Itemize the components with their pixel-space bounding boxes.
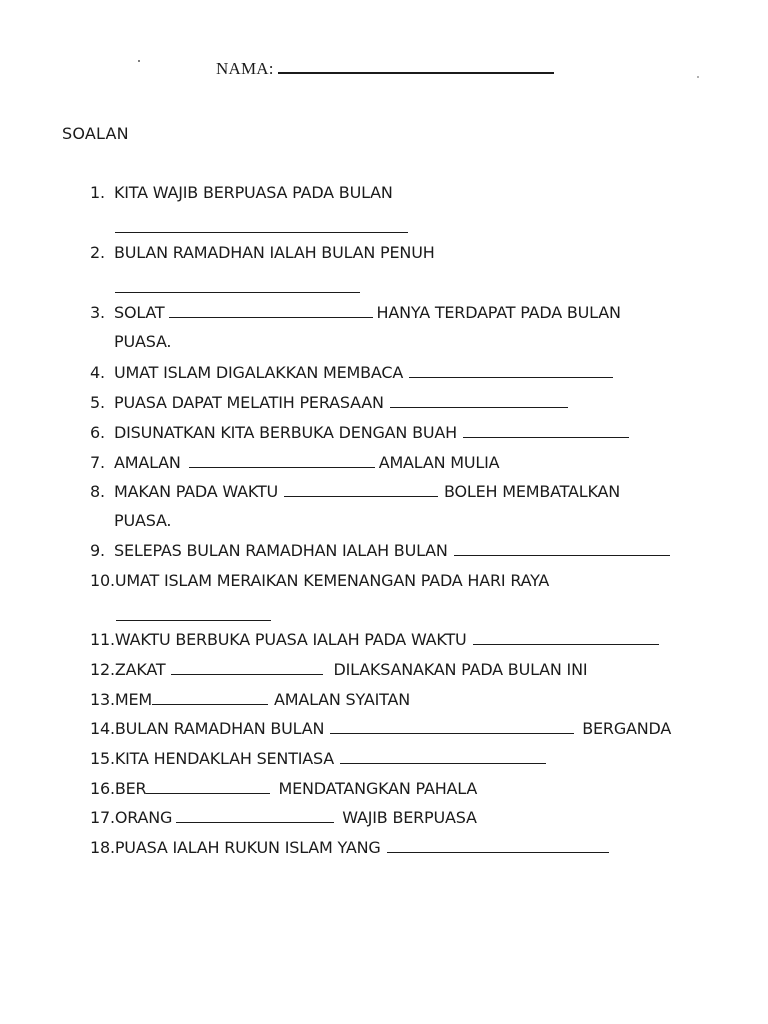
- question-5: [90, 393, 568, 413]
- question-15: [90, 749, 546, 769]
- answer-blank: [387, 839, 609, 853]
- question-number: 1.: [90, 183, 105, 202]
- question-16: [90, 779, 477, 799]
- question-number: 5.: [90, 393, 105, 412]
- question-text: BERGANDA: [582, 719, 672, 738]
- answer-blank: [116, 620, 271, 621]
- name-blank: [278, 58, 554, 74]
- question-number: 15.: [90, 749, 115, 768]
- question-18: [90, 838, 609, 858]
- question-text: BULAN RAMADHAN BULAN: [114, 719, 325, 738]
- question-text: WAKTU BERBUKA PUASA IALAH PADA WAKTU: [114, 630, 467, 649]
- question-text: SOLAT: [114, 303, 165, 322]
- question-continuation: PUASA.: [114, 332, 172, 351]
- question-2: [90, 243, 435, 263]
- question-text: KITA HENDAKLAH SENTIASA: [114, 749, 335, 768]
- answer-blank: [176, 809, 334, 823]
- question-number: 3.: [90, 303, 105, 322]
- question-number: 11.: [90, 630, 115, 649]
- answer-blank: [454, 542, 670, 556]
- answer-blank: [169, 304, 373, 318]
- name-label: NAMA:: [216, 59, 274, 78]
- question-number: 8.: [90, 482, 105, 501]
- question-12: [90, 660, 587, 680]
- question-1: [90, 183, 393, 203]
- question-number: 14.: [90, 719, 115, 738]
- question-text: BER: [114, 779, 147, 798]
- question-text: PUASA DAPAT MELATIH PERASAAN: [114, 393, 384, 412]
- question-text: DILAKSANAKAN PADA BULAN INI: [333, 660, 588, 679]
- question-text: KITA WAJIB BERPUASA PADA BULAN: [114, 183, 393, 202]
- answer-blank: [473, 631, 659, 645]
- question-14: [90, 719, 671, 739]
- question-number: 6.: [90, 423, 105, 442]
- question-7: [90, 453, 499, 473]
- question-number: 10.: [90, 571, 115, 590]
- question-number: 4.: [90, 363, 105, 382]
- question-number: 9.: [90, 541, 105, 560]
- question-text: MENDATANGKAN PAHALA: [278, 779, 478, 798]
- question-number: 13.: [90, 690, 115, 709]
- question-3: [90, 303, 621, 323]
- scan-speck: [697, 76, 699, 78]
- question-11: [90, 630, 659, 650]
- question-13: [90, 690, 410, 710]
- answer-blank: [146, 780, 270, 794]
- question-10: [90, 571, 549, 591]
- answer-blank: [340, 750, 546, 764]
- question-text: WAJIB BERPUASA: [342, 808, 477, 827]
- question-text: AMALAN MULIA: [378, 453, 500, 472]
- question-text: BOLEH MEMBATALKAN: [444, 482, 620, 501]
- answer-blank: [284, 483, 438, 497]
- question-number: 17.: [90, 808, 115, 827]
- question-text: DISUNATKAN KITA BERBUKA DENGAN BUAH: [114, 423, 457, 442]
- question-number: 12.: [90, 660, 115, 679]
- question-text: ZAKAT: [114, 660, 166, 679]
- question-text: AMALAN SYAITAN: [273, 690, 410, 709]
- question-9: [90, 541, 670, 561]
- answer-blank: [390, 394, 568, 408]
- question-text: PUASA IALAH RUKUN ISLAM YANG: [114, 838, 381, 857]
- question-text: ORANG: [114, 808, 173, 827]
- question-number: 18.: [90, 838, 115, 857]
- question-text: UMAT ISLAM DIGALAKKAN MEMBACA: [114, 363, 404, 382]
- question-continuation: PUASA.: [114, 511, 172, 530]
- question-text: SELEPAS BULAN RAMADHAN IALAH BULAN: [114, 541, 448, 560]
- answer-blank: [152, 691, 268, 705]
- name-field: [216, 58, 554, 79]
- question-number: 16.: [90, 779, 115, 798]
- question-text: UMAT ISLAM MERAIKAN KEMENANGAN PADA HARI RAYA: [114, 571, 550, 590]
- answer-blank: [115, 292, 360, 293]
- question-number: 2.: [90, 243, 105, 262]
- question-17: [90, 808, 477, 828]
- question-text: AMALAN: [114, 453, 181, 472]
- answer-blank: [409, 364, 613, 378]
- question-8: [90, 482, 620, 502]
- question-number: 7.: [90, 453, 105, 472]
- question-text: MEM: [114, 690, 152, 709]
- question-text: BULAN RAMADHAN IALAH BULAN PENUH: [114, 243, 435, 262]
- answer-blank: [463, 424, 629, 438]
- answer-blank: [171, 661, 323, 675]
- question-6: [90, 423, 629, 443]
- answer-blank: [115, 232, 408, 233]
- question-4: [90, 363, 613, 383]
- section-title: SOALAN: [62, 124, 129, 143]
- scan-speck: [138, 60, 140, 62]
- question-text: MAKAN PADA WAKTU: [114, 482, 279, 501]
- answer-blank: [189, 454, 375, 468]
- question-text: HANYA TERDAPAT PADA BULAN: [376, 303, 621, 322]
- answer-blank: [330, 720, 574, 734]
